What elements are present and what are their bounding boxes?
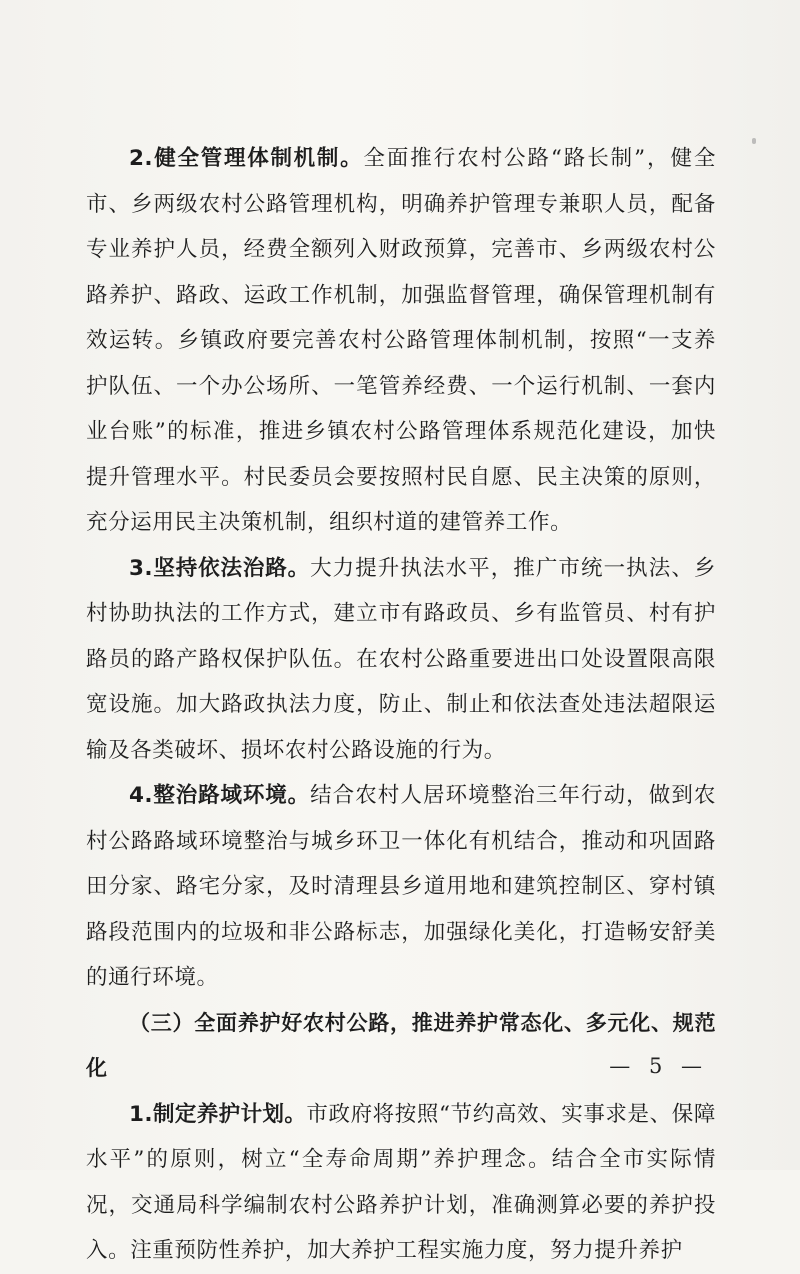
paragraph-road-environment	[86, 773, 716, 1001]
paragraph-lead: 1.制定养护计划。	[129, 1101, 307, 1127]
section-heading: （三）全面养护好农村公路，推进养护常态化、多元化、规范化	[86, 1010, 716, 1080]
paragraph-lead: 4.整治路域环境。	[129, 783, 311, 808]
scan-speck	[752, 138, 756, 144]
page-number: — 5 —	[609, 1054, 708, 1078]
paragraph-law-enforcement	[86, 546, 716, 774]
paragraph-text: 市政府将按照“节约高效、实事求是、保障水平”的原则，树立“全寿命周期”养护理念。结合全市实际情况，交通局科学编制农村公路养护计划，准确测算必要的养护投入。注重预防性养护，加大养护工程实施力度，努力提升养护	[86, 1101, 716, 1263]
paragraph-text: 大力提升执法水平，推广市统一执法、乡村协助执法的工作方式，建立市有路政员、乡有监管员、村有护路员的路产路权保护队伍。在农村公路重要进出口处设置限高限宽设施。加大路政执法力度，防止、制止和依法查处违法超限运输及各类破坏、损坏农村公路设施的行为。	[86, 555, 716, 763]
paragraph-text: 全面推行农村公路“路长制”，健全市、乡两级农村公路管理机构，明确养护管理专兼职人员，配备专业养护人员，经费全额列入财政预算，完善市、乡两级农村公路养护、路政、运政工作机制，加强监督管理，确保管理机制有效运转。乡镇政府要完善农村公路管理体制机制，按照“一支养护队伍、一个办公场所、一笔管养经费、一个运行机制、一套内业台账”的标准，推进乡镇农村公路管理体系规范化建设，加快提升管理水平。村民委员会要按照村民自愿、民主决策的原则，充分运用民主决策机制，组织村道的建管养工作。	[86, 146, 716, 535]
paragraph-management-mechanism	[86, 136, 716, 546]
document-body	[86, 136, 716, 1274]
paragraph-maintenance-plan	[86, 1092, 716, 1274]
paragraph-lead: 3.坚持依法治路。	[129, 555, 311, 581]
paragraph-lead: 2.健全管理体制机制。	[129, 146, 364, 171]
paragraph-text: 结合农村人居环境整治三年行动，做到农村公路路域环境整治与城乡环卫一体化有机结合，推动和巩固路田分家、路宅分家，及时清理县乡道用地和建筑控制区、穿村镇路段范围内的垃圾和非公路标志，加强绿化美化，打造畅安舒美的通行环境。	[86, 783, 716, 990]
